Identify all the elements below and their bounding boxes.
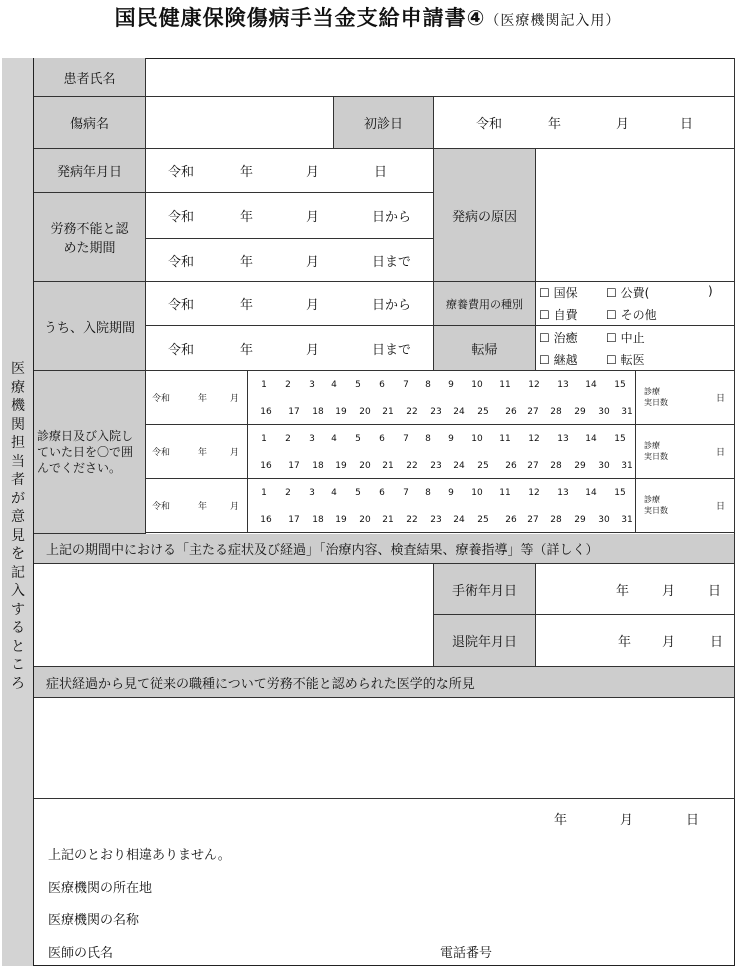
calendar-day[interactable]: 18	[312, 407, 324, 417]
address-label: 医療機関の所在地	[48, 881, 153, 896]
checkbox-public[interactable]: ☐ 公費(	[606, 286, 650, 300]
calendar-day[interactable]: 14	[585, 380, 597, 390]
visit-count-unit: 日	[716, 502, 726, 512]
hospital-period-label: うち、入院期間	[34, 282, 146, 371]
calendar-day[interactable]: 19	[335, 407, 347, 417]
discharge-date-field[interactable]: 年 月 日	[536, 615, 735, 667]
calendar-day[interactable]: 9	[448, 380, 454, 390]
incapacity-to-field[interactable]: 令和 年 月 日まで	[146, 239, 434, 282]
calendar-day[interactable]: 26	[505, 515, 517, 525]
patient-name-field[interactable]	[146, 58, 735, 97]
checkbox-stopped[interactable]: ☐ 中止	[606, 331, 645, 345]
calendar-day[interactable]: 5	[355, 434, 361, 444]
calendar-day[interactable]: 22	[406, 515, 418, 525]
calendar-day[interactable]: 31	[621, 407, 633, 417]
calendar-day[interactable]: 10	[471, 380, 483, 390]
hospital-to-field[interactable]: 令和 年 月 日まで	[146, 326, 434, 371]
visit-count-label: 診療	[644, 441, 660, 450]
calendar-day[interactable]: 30	[598, 461, 610, 471]
calendar-day[interactable]: 29	[574, 515, 586, 525]
calendar-day[interactable]: 22	[406, 407, 418, 417]
checkbox-cured[interactable]: ☐ 治癒	[539, 331, 578, 345]
calendar-day[interactable]: 7	[403, 380, 409, 390]
calendar-day[interactable]: 4	[331, 488, 337, 498]
outcome-options	[536, 326, 735, 371]
calendar-month-part: 月	[230, 394, 240, 404]
calendar-day[interactable]: 23	[430, 515, 442, 525]
first-visit-label: 初診日	[334, 97, 434, 149]
footer-year: 年	[554, 813, 568, 828]
calendar-month-part: 年	[198, 448, 208, 458]
calendar-month-part: 月	[230, 448, 240, 458]
calendar-day[interactable]: 30	[598, 407, 610, 417]
calendar-day[interactable]: 11	[499, 488, 511, 498]
calendar-month-part: 令和	[152, 448, 171, 458]
calendar-day[interactable]: 19	[335, 515, 347, 525]
calendar-days-grid	[248, 479, 636, 533]
calendar-month-field[interactable]	[146, 371, 248, 425]
calendar-day[interactable]: 6	[379, 488, 385, 498]
calendar-day[interactable]: 19	[335, 461, 347, 471]
calendar-day[interactable]: 16	[260, 461, 272, 471]
visit-days-label: 診療日及び入院していた日を〇で囲んでください。	[34, 371, 146, 534]
calendar-day[interactable]: 31	[621, 461, 633, 471]
checkbox-transfer[interactable]: ☐ 転医	[606, 353, 645, 367]
calendar-day[interactable]: 2	[285, 434, 291, 444]
declaration-text: 上記のとおり相違ありません。	[48, 848, 231, 863]
calendar-day[interactable]: 16	[260, 407, 272, 417]
calendar-day[interactable]: 27	[527, 461, 539, 471]
calendar-day[interactable]: 3	[309, 434, 315, 444]
calendar-day[interactable]: 29	[574, 407, 586, 417]
visit-count-label: 実日数	[644, 506, 668, 515]
calendar-day[interactable]: 13	[557, 380, 569, 390]
cost-type-options	[536, 282, 735, 326]
calendar-day[interactable]: 25	[477, 461, 489, 471]
calendar-day[interactable]: 16	[260, 515, 272, 525]
footer-month: 月	[620, 813, 634, 828]
calendar-day[interactable]: 30	[598, 515, 610, 525]
checkbox-nhi[interactable]: ☐ 国保	[539, 286, 578, 300]
calendar-day[interactable]: 18	[312, 461, 324, 471]
cost-type-label: 療養費用の種別	[434, 282, 536, 326]
calendar-month-part: 年	[198, 502, 208, 512]
calendar-day[interactable]: 9	[448, 434, 454, 444]
discharge-date-label: 退院年月日	[434, 615, 536, 667]
calendar-day[interactable]: 14	[585, 434, 597, 444]
calendar-day[interactable]: 15	[614, 380, 626, 390]
calendar-day[interactable]: 20	[359, 515, 371, 525]
cause-field[interactable]	[536, 149, 735, 282]
calendar-days-grid	[248, 371, 636, 425]
calendar-days-grid	[248, 425, 636, 479]
calendar-day[interactable]: 28	[550, 407, 562, 417]
patient-name-label: 患者氏名	[34, 58, 146, 97]
calendar-day[interactable]: 3	[309, 380, 315, 390]
calendar-day[interactable]: 20	[359, 407, 371, 417]
calendar-day[interactable]: 26	[505, 407, 517, 417]
calendar-day[interactable]: 5	[355, 488, 361, 498]
outcome-label: 転帰	[434, 326, 536, 371]
visit-count-label: 実日数	[644, 398, 668, 407]
onset-date-label: 発病年月日	[34, 149, 146, 193]
surgery-date-label: 手術年月日	[434, 564, 536, 615]
form-title: 国民健康保険傷病手当金支給申請書④（医療機関記入用）	[114, 6, 621, 30]
calendar-day[interactable]: 28	[550, 515, 562, 525]
calendar-day[interactable]: 15	[614, 488, 626, 498]
calendar-day[interactable]: 24	[453, 515, 465, 525]
calendar-day[interactable]: 12	[528, 434, 540, 444]
public-close-paren: )	[708, 284, 713, 298]
calendar-month-part: 令和	[152, 502, 171, 512]
calendar-day[interactable]: 8	[425, 488, 431, 498]
footer-day: 日	[686, 813, 700, 828]
calendar-day[interactable]: 1	[261, 380, 267, 390]
calendar-day[interactable]: 21	[382, 461, 394, 471]
calendar-day[interactable]: 26	[505, 461, 517, 471]
phone-label: 電話番号	[440, 946, 493, 961]
calendar-day[interactable]: 20	[359, 461, 371, 471]
checkbox-other[interactable]: ☐ その他	[606, 308, 657, 322]
visit-count-label: 診療	[644, 495, 660, 504]
calendar-day[interactable]: 17	[288, 515, 300, 525]
calendar-day[interactable]: 27	[527, 515, 539, 525]
calendar-day[interactable]: 11	[499, 380, 511, 390]
calendar-day[interactable]: 8	[425, 380, 431, 390]
checkbox-self[interactable]: ☐ 自費	[539, 308, 578, 322]
calendar-day[interactable]: 23	[430, 461, 442, 471]
visit-count-unit: 日	[716, 448, 726, 458]
opinion-field[interactable]	[34, 698, 735, 799]
opinion-header: 症状経過から見て従来の職種について労務不能と認められた医学的な所見	[34, 667, 735, 698]
calendar-day[interactable]: 13	[557, 488, 569, 498]
onset-date-field[interactable]: 令和 年 月 日	[146, 149, 434, 193]
first-visit-date-field[interactable]: 令和 年 月 日	[434, 97, 735, 149]
calendar-day[interactable]: 13	[557, 434, 569, 444]
calendar-day[interactable]: 31	[621, 515, 633, 525]
visit-count-unit: 日	[716, 394, 726, 404]
calendar-day[interactable]: 8	[425, 434, 431, 444]
calendar-day[interactable]: 2	[285, 380, 291, 390]
calendar-day[interactable]: 12	[528, 488, 540, 498]
calendar-day[interactable]: 15	[614, 434, 626, 444]
calendar-day[interactable]: 6	[379, 434, 385, 444]
calendar-day[interactable]: 10	[471, 488, 483, 498]
calendar-day[interactable]: 10	[471, 434, 483, 444]
calendar-day[interactable]: 11	[499, 434, 511, 444]
institution-name-label: 医療機関の名称	[48, 913, 140, 928]
calendar-day[interactable]: 24	[453, 461, 465, 471]
incapacity-from-field[interactable]: 令和 年 月 日から	[146, 193, 434, 239]
calendar-day[interactable]: 12	[528, 380, 540, 390]
calendar-day[interactable]: 1	[261, 488, 267, 498]
calendar-day[interactable]: 6	[379, 380, 385, 390]
calendar-month-part: 令和	[152, 394, 171, 404]
incapacity-period-label: 労務不能と認めた期間	[34, 193, 146, 282]
calendar-day[interactable]: 7	[403, 488, 409, 498]
calendar-month-part: 年	[198, 394, 208, 404]
calendar-day[interactable]: 25	[477, 515, 489, 525]
calendar-day[interactable]: 21	[382, 407, 394, 417]
calendar-day[interactable]: 5	[355, 380, 361, 390]
hospital-from-field[interactable]: 令和 年 月 日から	[146, 282, 434, 326]
calendar-day[interactable]: 9	[448, 488, 454, 498]
calendar-day[interactable]: 14	[585, 488, 597, 498]
calendar-day[interactable]: 2	[285, 488, 291, 498]
visit-count-field[interactable]	[636, 425, 735, 479]
footer-section	[34, 799, 735, 966]
calendar-month-field[interactable]	[146, 479, 248, 533]
calendar-month-part: 月	[230, 502, 240, 512]
calendar-day[interactable]: 28	[550, 461, 562, 471]
calendar-day[interactable]: 27	[527, 407, 539, 417]
calendar-day[interactable]: 4	[331, 380, 337, 390]
calendar-day[interactable]: 21	[382, 515, 394, 525]
checkbox-continued[interactable]: ☐ 継越	[539, 353, 578, 367]
symptoms-field[interactable]	[34, 564, 434, 667]
calendar-day[interactable]: 17	[288, 407, 300, 417]
calendar-day[interactable]: 17	[288, 461, 300, 471]
calendar-day[interactable]: 22	[406, 461, 418, 471]
calendar-month-field[interactable]	[146, 425, 248, 479]
calendar-day[interactable]: 1	[261, 434, 267, 444]
disease-name-label: 傷病名	[34, 97, 146, 149]
surgery-date-field[interactable]: 年 月 日	[536, 564, 735, 615]
cause-label: 発病の原因	[434, 149, 536, 282]
calendar-day[interactable]: 18	[312, 515, 324, 525]
doctor-name-label: 医師の氏名	[48, 946, 114, 961]
symptoms-header: 上記の期間中における「主たる症状及び経過」「治療内容、検査結果、療養指導」等（詳しく）	[34, 534, 735, 564]
calendar-day[interactable]: 23	[430, 407, 442, 417]
visit-count-field[interactable]	[636, 371, 735, 425]
visit-count-label: 診療	[644, 387, 660, 396]
calendar-day[interactable]: 24	[453, 407, 465, 417]
visit-count-field[interactable]	[636, 479, 735, 533]
side-label: 医療機関担当者が意見を記入するところ	[11, 361, 25, 692]
visit-count-label: 実日数	[644, 452, 668, 461]
calendar-day[interactable]: 3	[309, 488, 315, 498]
calendar-day[interactable]: 4	[331, 434, 337, 444]
disease-name-field[interactable]	[146, 97, 334, 149]
calendar-day[interactable]: 7	[403, 434, 409, 444]
calendar-day[interactable]: 25	[477, 407, 489, 417]
calendar-day[interactable]: 29	[574, 461, 586, 471]
